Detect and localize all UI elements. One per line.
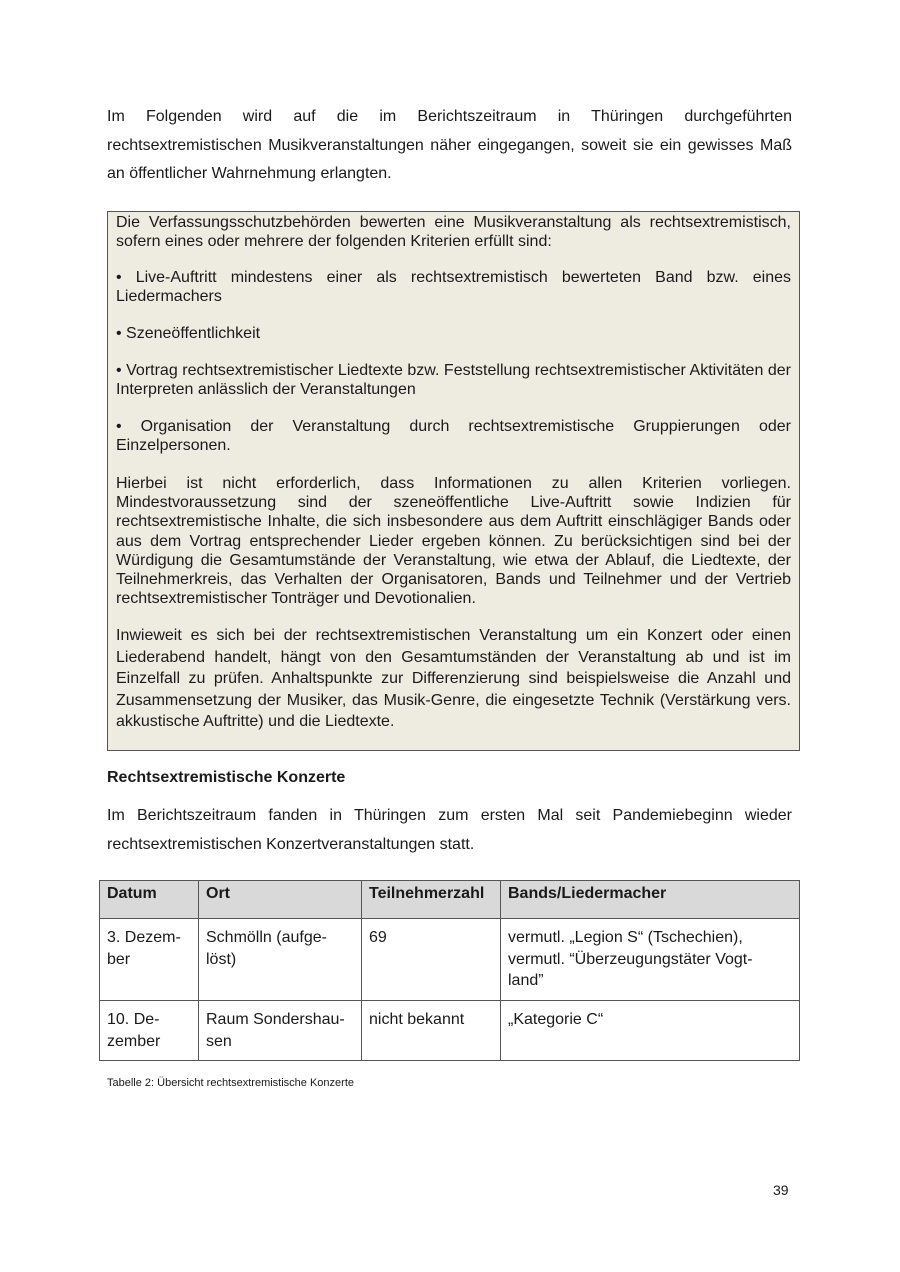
table-cell-bands: vermutl. „Legion S“ (Tschechien), vermutl. “Überzeugungstäter Vogt- land” <box>501 919 800 1001</box>
infobox-intro-paragraph: Die Verfassungsschutzbehörden bewerten eine Musikveranstaltung als rechtsextremistisch, sofern eines oder mehrere der folgenden Kriterien erfüllt sind: <box>116 214 791 251</box>
page-number: 39 <box>773 1182 789 1198</box>
criteria-item-scene-public: • Szeneöffentlichkeit <box>116 325 261 342</box>
section-paragraph: Im Berichtszeitraum fanden in Thüringen zum ersten Mal seit Pandemiebeginn wieder rechtsextremistischen Konzertveranstaltungen statt. <box>107 807 792 853</box>
criteria-item-live-performance: • Live-Auftritt mindestens einer als rechtsextremistisch bewerteten Band bzw. eines Liedermachers <box>116 269 791 306</box>
table-row <box>100 919 800 1001</box>
concerts-table <box>99 880 800 1061</box>
column-header-datum: Datum <box>100 881 199 919</box>
table-cell-ort: Schmölln (aufge- löst) <box>199 919 362 1001</box>
criteria-item-lyrics: • Vortrag rechtsextremistischer Liedtexte bzw. Feststellung rechtsextremistischer Aktivitäten der Interpreten anlässlich der Veranstaltungen <box>116 362 791 399</box>
table-cell-bands: „Kategorie C“ <box>501 1001 800 1061</box>
table-cell-datum: 3. Dezem- ber <box>100 919 199 1001</box>
intro-paragraph: Im Folgenden wird auf die im Berichtszeitraum in Thüringen durchgeführten rechtsextremistischen Musikveranstaltungen näher eingegangen, soweit sie ein gewisses Maß an öffentlicher Wahrnehmung erlangten. <box>107 108 792 182</box>
infobox-differentiation-paragraph: Inwieweit es sich bei der rechtsextremistischen Veranstaltung um ein Konzert oder einen Liederabend handelt, hängt von den Gesamtumständen der Veranstaltung ab und ist im Einzelfall zu prüfen. Anhaltspunkte zur Differenzierung sind beispielsweise die Anzahl und Zusammensetzung der Musiker, das Musik-Genre, die eingesetzte Technik (Verstärkung vers. akkustische Auftritte) und die Liedtexte. <box>116 627 791 731</box>
criteria-infobox <box>107 211 800 751</box>
table-row <box>100 1001 800 1061</box>
column-header-bands: Bands/Liedermacher <box>501 881 800 919</box>
table-cell-teilnehmerzahl: 69 <box>362 919 501 1001</box>
table-cell-datum: 10. De- zember <box>100 1001 199 1061</box>
criteria-item-organisation: • Organisation der Veranstaltung durch rechtsextremistische Gruppierungen oder Einzelpersonen. <box>116 418 791 455</box>
column-header-ort: Ort <box>199 881 362 919</box>
table-cell-ort: Raum Sondershau- sen <box>199 1001 362 1061</box>
infobox-minimum-requirements-paragraph: Hierbei ist nicht erforderlich, dass Informationen zu allen Kriterien vorliegen. Mindestvoraussetzung sind der szeneöffentliche Live-Auftritt sowie Indizien für rechtsextremistische Inhalte, die sich insbesondere aus dem Auftritt einschlägiger Bands oder aus dem Vortrag entsprechender Lieder ergeben können. Zu berücksichtigen sind bei der Würdigung die Gesamtumstände der Veranstaltung, wie etwa der Ablauf, die Liedtexte, der Teilnehmerkreis, das Verhalten der Organisatoren, Bands und Teilnehmer und der Vertrieb rechtsextremistischer Tonträger und Devotionalien. <box>116 475 791 608</box>
table-caption: Tabelle 2: Übersicht rechtsextremistische Konzerte <box>107 1077 354 1089</box>
table-header-row <box>100 881 800 919</box>
section-heading: Rechtsextremistische Konzerte <box>107 769 346 786</box>
column-header-teilnehmerzahl: Teilnehmerzahl <box>362 881 501 919</box>
table-cell-teilnehmerzahl: nicht bekannt <box>362 1001 501 1061</box>
